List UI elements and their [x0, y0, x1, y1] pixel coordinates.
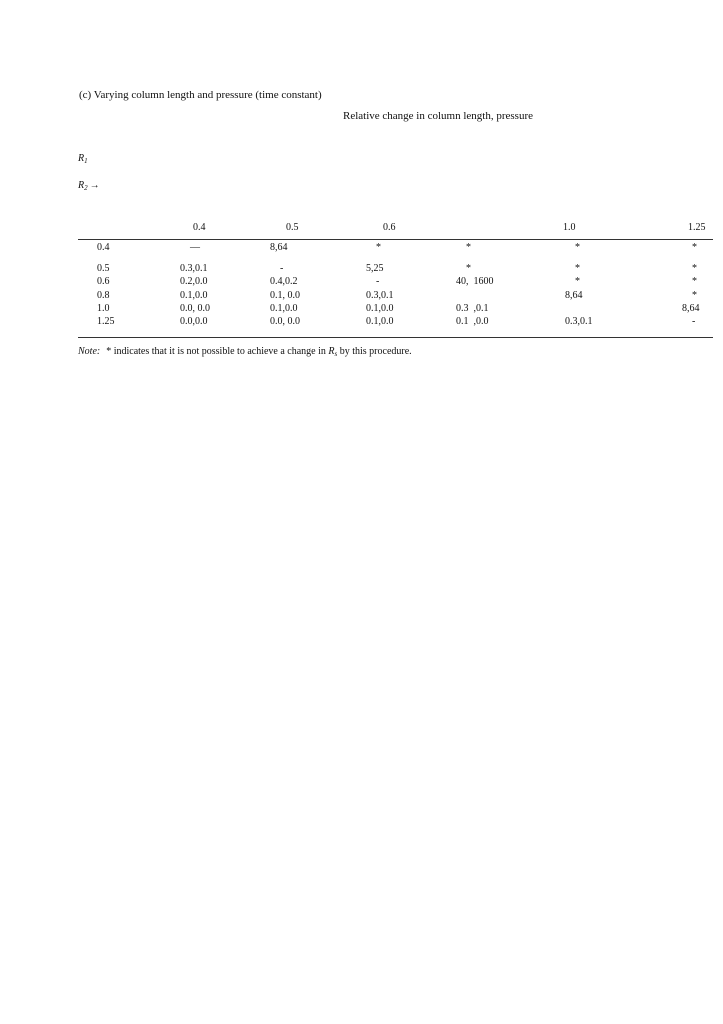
row-label: 0.8: [97, 290, 110, 301]
column-header: 0.6: [383, 222, 396, 233]
table-cell: 5,25: [366, 263, 384, 274]
table-cell: 0.3,0.1: [366, 290, 394, 301]
table-cell: 40, 1600: [456, 276, 494, 287]
table-cell: 0.1, 0.0: [270, 290, 300, 301]
table-cell: 8,64: [270, 242, 288, 253]
column-header: 0.4: [193, 222, 206, 233]
table-cell: *: [466, 263, 471, 274]
table-cell: 0.1,0.0: [366, 303, 394, 314]
column-axis-symbol: R: [78, 180, 85, 191]
table-cell: 0.1 ,0.0: [456, 316, 489, 327]
row-axis-subscript: 1: [84, 157, 88, 165]
table-cell: *: [466, 242, 471, 253]
table-cell: *: [692, 242, 697, 253]
table-cell: *: [575, 263, 580, 274]
column-header: 1.25: [688, 222, 706, 233]
table-cell: *: [575, 276, 580, 287]
table-cell: 0.4,0.2: [270, 276, 298, 287]
table-cell: -: [692, 316, 696, 327]
right-arrow-icon: →: [89, 180, 100, 191]
note-symbol: R: [328, 346, 335, 357]
row-label: 1.0: [97, 303, 110, 314]
table-cell: *: [376, 242, 381, 253]
table-cell: 0.0,0.0: [180, 316, 208, 327]
row-axis-label: [78, 153, 88, 165]
row-label: 0.4: [97, 242, 110, 253]
table-cell: 0.3 ,0.1: [456, 303, 489, 314]
table-note: [78, 346, 412, 358]
table-cell: *: [575, 242, 580, 253]
table-cell: 0.1,0.0: [366, 316, 394, 327]
column-header: 0.5: [286, 222, 299, 233]
table-rule-top: [78, 239, 713, 240]
note-text-before: * indicates that it is not possible to achieve a change in: [106, 346, 329, 357]
table-caption: (c) Varying column length and pressure (time constant): [79, 89, 322, 101]
table-cell: 0.2,0.0: [180, 276, 208, 287]
row-axis-symbol: R: [78, 153, 85, 164]
note-label: Note:: [78, 346, 101, 357]
column-axis-subscript: 2: [84, 184, 88, 192]
table-cell: -: [376, 276, 380, 287]
table-rule-bottom: [78, 337, 713, 338]
column-axis-label: [78, 180, 100, 192]
column-group-header: Relative change in column length, pressure: [343, 110, 533, 122]
column-header: 1.0: [563, 222, 576, 233]
note-symbol-subscript: s: [334, 350, 338, 358]
table-cell: 8,64: [565, 290, 583, 301]
table-cell: 0.3,0.1: [565, 316, 593, 327]
table-cell: *: [692, 276, 697, 287]
table-cell: *: [692, 263, 697, 274]
table-cell: 0.1,0.0: [270, 303, 298, 314]
row-label: 0.6: [97, 276, 110, 287]
row-label: 1.25: [97, 316, 115, 327]
table-cell: -: [280, 263, 284, 274]
table-cell: 0.3,0.1: [180, 263, 208, 274]
table-cell: *: [692, 290, 697, 301]
row-label: 0.5: [97, 263, 110, 274]
table-cell: 0.1,0.0: [180, 290, 208, 301]
table-cell: —: [190, 242, 200, 253]
table-cell: 8,64: [682, 303, 700, 314]
table-cell: 0.0, 0.0: [270, 316, 300, 327]
table-cell: 0.0, 0.0: [180, 303, 210, 314]
note-text-after: by this procedure.: [337, 346, 412, 357]
